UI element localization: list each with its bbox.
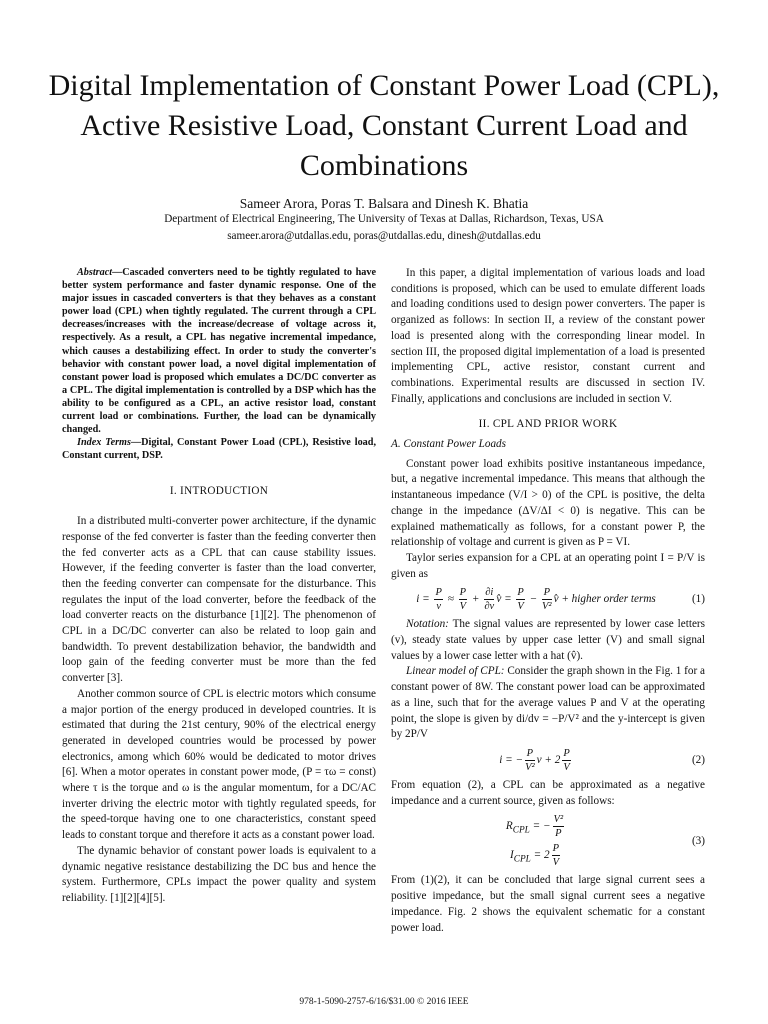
notation-text: The signal values are represented by lower case letters (v), steady state values by upper case letter (V) and small signal values by a lower case letter with a hat (v̂). (391, 618, 705, 662)
equation-2-number: (2) (691, 753, 705, 766)
linear-model-text: Consider the graph shown in the Fig. 1 for a constant power of 8W. The constant power load can be approximated as a line, such that for the average values P and V at the operating point, the slope is given by di/dv = −P/V² and the y-intercept is given by 2P/V (391, 665, 705, 741)
equation-1: i = $\frac{P}{v}$ ≈ $\frac{P}{V}$ + $\frac{\partial i}{\partial v}$ v̂ = $\frac{P}{V}$ − $\frac{P}{\text{V²}}$ v̂ + higher order terms (1) (416, 587, 705, 613)
intro-paragraph-3: The dynamic behavior of constant power loads is equivalent to a dynamic negative resistance destabilizing the DC bus and hence the system. Furthermore, CPLs impact the power quality and system reliability. [1][2][4][5]. (62, 844, 376, 904)
notation-paragraph (391, 617, 705, 664)
affiliation: Department of Electrical Engineering, The University of Texas at Dallas, Richardson, Texas, USA (164, 213, 604, 225)
section-heading-cpl-prior-work: II. CPL AND PRIOR WORK (478, 418, 618, 431)
abstract-label: Abstract (77, 267, 113, 278)
linear-model-label: Linear model of CPL: (406, 665, 505, 678)
right-column (391, 266, 705, 936)
equation-1-number: (1) (691, 593, 705, 605)
index-terms (62, 436, 376, 462)
right-paragraph-5: From (1)(2), it can be concluded that large signal current sees a positive impedance, but the small signal current sees a negative impedance. Fig. 2 shows the equivalent schematic for a constant power load. (391, 874, 705, 934)
abstract-text: —Cascaded converters need to be tightly regulated to have better system performance and faster dynamic response. One of the major issues in cascaded converters is that they behaves as a constant power load (CPL) when tightly regulated. The current through a CPL decreases/increases with the increase/decrease of voltage across it, respectively. As a result, a CPL has negative incremental impedance, which causes a destabilizing effect. In order to study the converter's behavior with constant power load, a novel digital implementation of constant power load is proposed which emulates a DC/DC converter as a CPL. The digital implementation is controlled by a DSP which has the ability to be configured as a CPL, an active resistor load, constant current load or combinations. Further, the load can be dynamically changed. (62, 267, 376, 436)
left-column (62, 266, 376, 907)
equation-3: $R_{CPL}$ = − $\frac{\text{V²}}{P}$ $I_{CPL} = 2$ $\frac{P}{V}$ (3) (505, 814, 705, 869)
subsection-heading-constant-power-loads: A. Constant Power Loads (391, 438, 506, 451)
index-terms-text: —Digital, Constant Power Load (CPL), Resistive load, Constant current, DSP. (62, 437, 376, 462)
author-emails: sameer.arora@utdallas.edu, poras@utdallas.edu, dinesh@utdallas.edu (227, 230, 541, 242)
author-list: Sameer Arora, Poras T. Balsara and Dinesh K. Bhatia (239, 196, 529, 211)
right-paragraph-2: Constant power load exhibits positive instantaneous impedance, but, a negative incremental impedance. This means that although the instantaneous impedance (V/I > 0) of the CPL is positive, the delta change in the impedance (ΔV/ΔI < 0) is negative. This can be explained mathematically as follows, for a constant power P, the relationship of voltage and current is given as P = VI. (391, 457, 705, 549)
equation-1-tail: + higher order terms (561, 593, 656, 606)
right-paragraph-3: Taylor series expansion for a CPL at an operating point I = P/V is given as (391, 551, 705, 580)
intro-paragraph-1: In a distributed multi-converter power architecture, if the dynamic response of the fed converter is faster than the feeding converter then the fed converter acts as a CPL that can cause stability issues. However, if the feeding converter is faster than the load converter, then the feeding converter can compensate for the disturbance. This regulates the input of the load converter, before the feedback of the load converter reacts on the disturbance [1][2]. The phenomenon of CPL in a DC/DC converter can also be related to loop gain and bandwidth. To prevent destabilization behavior, the bandwidth and loop gain of the feeding converter must be more than the fed converter [3]. (62, 515, 376, 685)
linear-model-paragraph (391, 664, 705, 743)
section-heading-introduction: I. INTRODUCTION (169, 485, 269, 498)
equation-2: i = − $\frac{P}{\text{V²}}$ v + 2 $\frac{P}{V}$ (2) (499, 747, 705, 773)
right-paragraph-4: From equation (2), a CPL can be approximated as a negative impedance and a current source, given as follows: (391, 778, 705, 807)
equation-3-number: (3) (691, 834, 705, 847)
intro-paragraph-2: Another common source of CPL is electric motors which consume a major portion of the energy produced in developed countries. It is estimated that during the 21st century, 90% of the electrical energy generated in developed countries would be processed by power electronics, among which 60% would be dedicated to motor drives [6]. When a motor operates in constant power mode, (P = τω = const) where τ is the torque and ω is the angular momentum, for a DC/AC inverter driving the electric motor with tightly regulated speeds, for the speed-torque having one to one characteristics, constant speed leads to constant torque and therefore it acts as a constant power load. (62, 687, 376, 842)
index-terms-label: Index Terms (77, 437, 131, 449)
notation-label: Notation: (406, 618, 449, 631)
right-paragraph-1: In this paper, a digital implementation of various loads and load conditions is proposed, which can be used to emulate different loads and loading conditions used to design power converters. The paper is organized as follows: In section II, a review of the constant power load is presented along with the corresponding linear model. In section III, the proposed digital implementation of a load is presented implementing CPL, active resistor, constant current and combinations. Experimental results are discussed in section IV. Finally, applications and conclusions are included in section V. (391, 267, 705, 405)
copyright-footer: 978-1-5090-2757-6/16/$31.00 © 2016 IEEE (299, 997, 469, 1007)
paper-title: Digital Implementation of Constant Power Load (CPL), Active Resistive Load, Constant Current Load and Combinations (48, 69, 720, 182)
abstract (62, 266, 376, 436)
